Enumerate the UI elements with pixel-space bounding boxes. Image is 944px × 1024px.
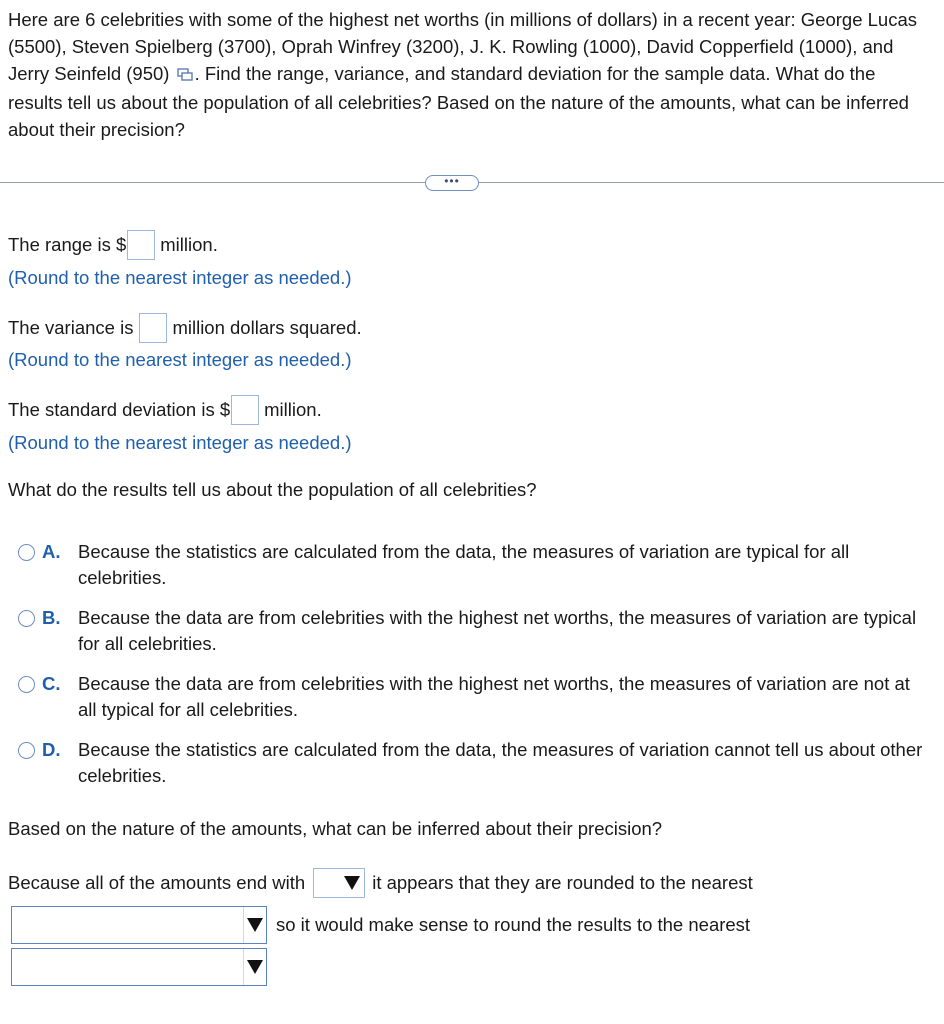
range-row — [8, 230, 218, 260]
dropdown-caret-area — [243, 949, 266, 985]
stdev-prefix: The standard deviation is $ — [8, 399, 231, 420]
precision-suffix-1: it appears that they are rounded to the nearest — [372, 872, 753, 893]
option-d-radio[interactable] — [18, 742, 35, 759]
variance-input[interactable] — [139, 313, 167, 343]
option-c[interactable] — [18, 671, 933, 723]
results-rounding-dropdown[interactable] — [11, 948, 267, 986]
precision-question: Based on the nature of the amounts, what can be inferred about their precision? — [8, 818, 663, 839]
stdev-row — [8, 395, 322, 425]
dropdown-caret-area — [243, 907, 266, 943]
variance-suffix: million dollars squared. — [172, 317, 362, 338]
option-d[interactable] — [18, 737, 933, 789]
question-part1: Here are 6 celebrities with some of the highest net worths (in millions of dollars) in a recent year: George Lucas (5500), Steven Spielberg (3700), Oprah Winfrey (3200), J. K. Rowling (1000), David Copperfield (1000), and Jerry Seinfeld (950) — [8, 9, 917, 84]
option-b-letter: B. — [42, 607, 61, 628]
more-button[interactable]: ••• — [425, 175, 479, 191]
option-a[interactable] — [18, 539, 933, 591]
dropdown-caret-icon — [344, 876, 360, 890]
range-hint: (Round to the nearest integer as needed.) — [8, 267, 352, 288]
rounding-unit-dropdown[interactable] — [11, 906, 267, 944]
range-prefix: The range is $ — [8, 234, 127, 255]
option-d-text: Because the statistics are calculated from the data, the measures of variation cannot tell us about other celebrities. — [78, 739, 923, 786]
copy-data-icon[interactable] — [177, 62, 193, 89]
option-c-radio[interactable] — [18, 676, 35, 693]
option-d-letter: D. — [42, 739, 61, 760]
option-b-radio[interactable] — [18, 610, 35, 627]
ending-digits-dropdown[interactable] — [313, 868, 365, 898]
stdev-suffix: million. — [264, 399, 322, 420]
option-a-text: Because the statistics are calculated from the data, the measures of variation are typical for all celebrities. — [78, 541, 850, 588]
variance-hint: (Round to the nearest integer as needed.) — [8, 349, 352, 370]
option-c-text: Because the data are from celebrities with the highest net worths, the measures of variation are not at all typical for all celebrities. — [78, 673, 910, 720]
range-input[interactable] — [127, 230, 155, 260]
variance-row — [8, 313, 362, 343]
range-suffix: million. — [160, 234, 218, 255]
option-a-letter: A. — [42, 541, 61, 562]
precision-row-1 — [8, 868, 753, 898]
option-c-letter: C. — [42, 673, 61, 694]
question-text — [8, 6, 928, 143]
stdev-hint: (Round to the nearest integer as needed.) — [8, 432, 352, 453]
precision-prefix: Because all of the amounts end with — [8, 872, 306, 893]
option-b-text: Because the data are from celebrities with the highest net worths, the measures of variation are typical for all celebrities. — [78, 607, 917, 654]
question-part2: . Find the range, variance, and standard deviation for the sample data. What do the results tell us about the population of all celebrities? Based on the nature of the amounts, what can be inferred about their precision? — [8, 63, 909, 140]
dropdown-caret-icon — [247, 918, 263, 932]
variance-prefix: The variance is — [8, 317, 134, 338]
option-a-radio[interactable] — [18, 544, 35, 561]
population-question: What do the results tell us about the population of all celebrities? — [8, 479, 537, 500]
dropdown-caret-icon — [247, 960, 263, 974]
stdev-input[interactable] — [231, 395, 259, 425]
option-b[interactable] — [18, 605, 933, 657]
precision-suffix-2: so it would make sense to round the results to the nearest — [276, 914, 751, 935]
